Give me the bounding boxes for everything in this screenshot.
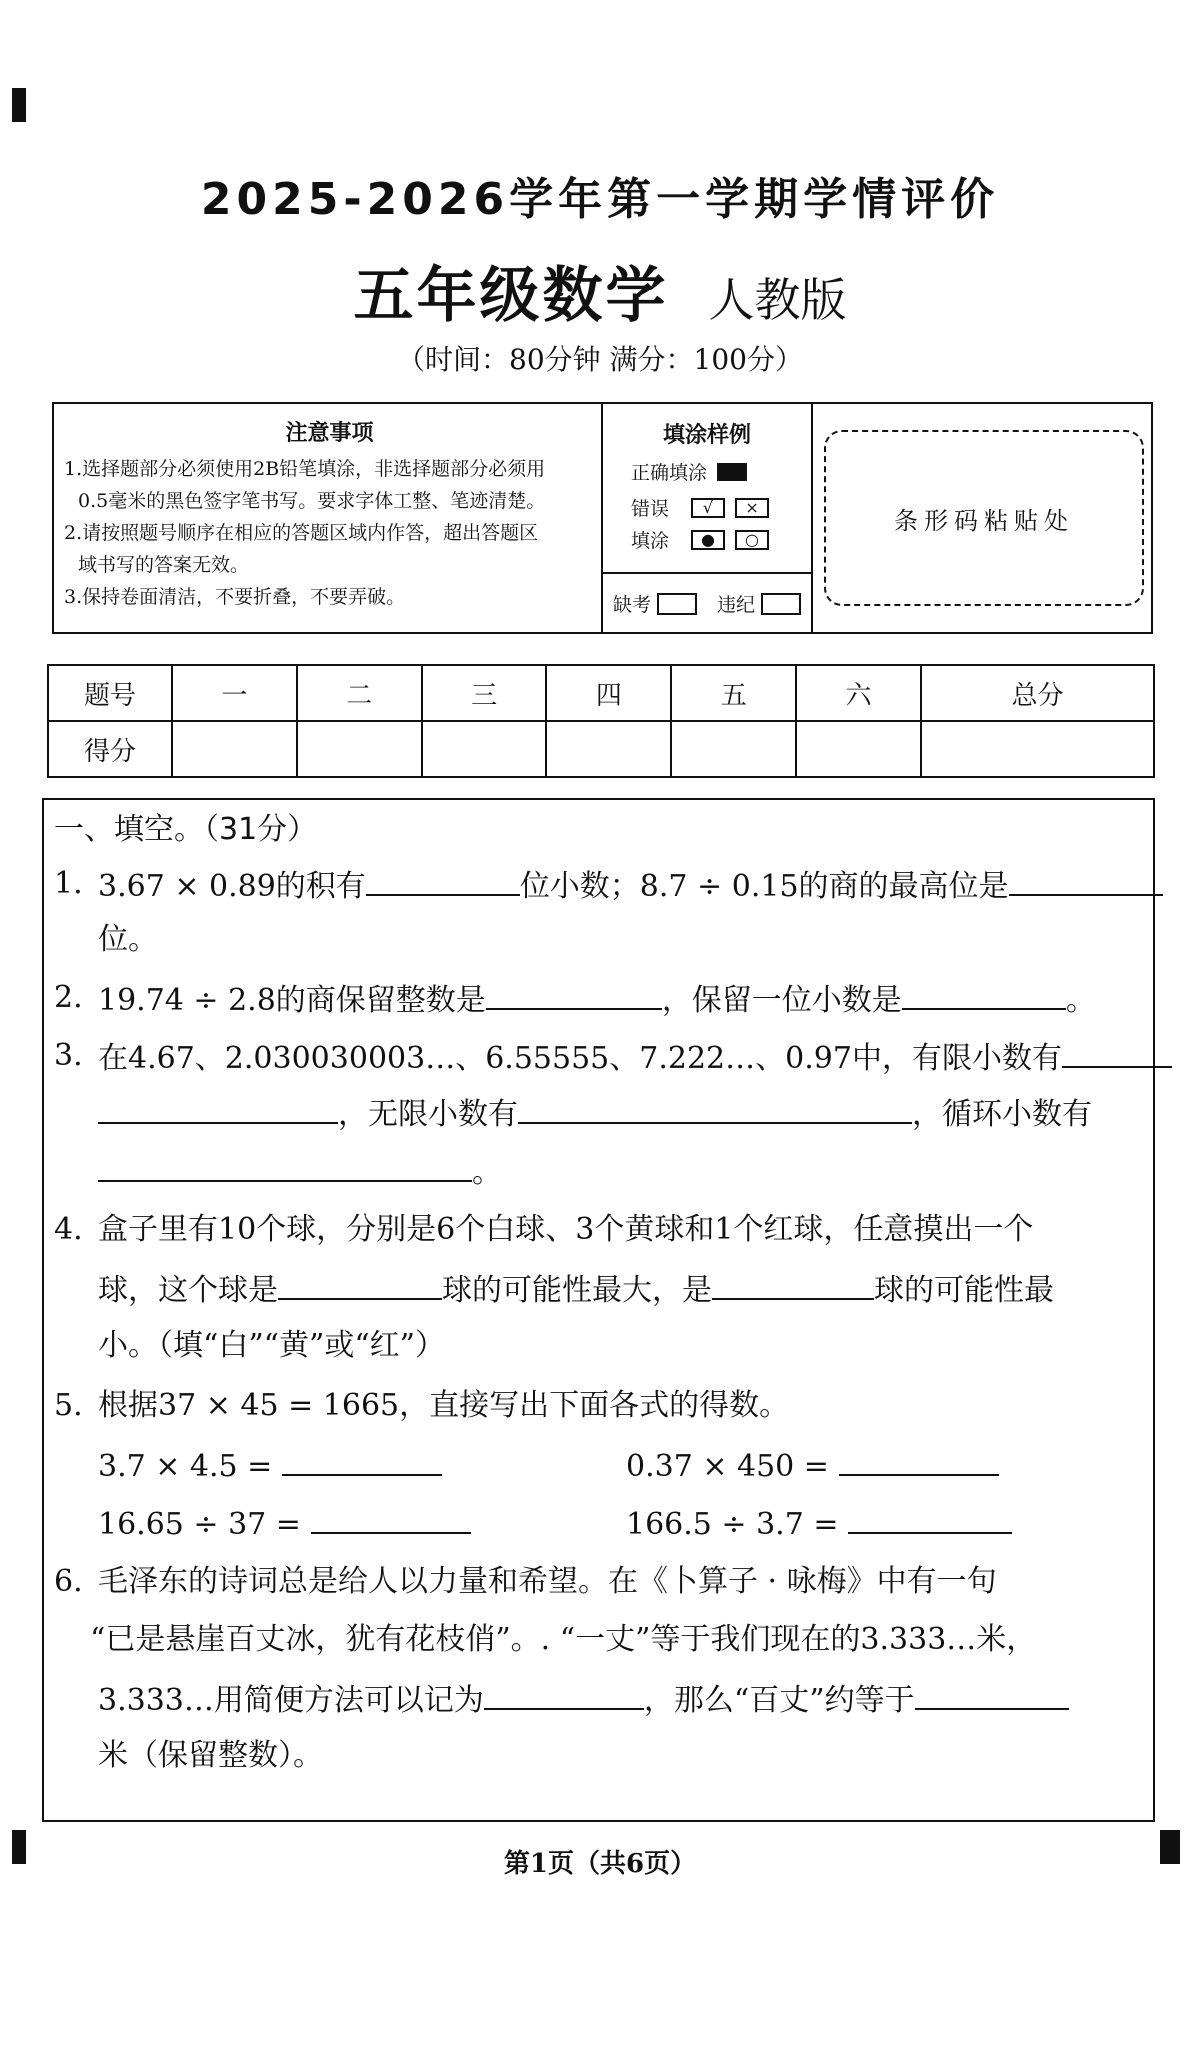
expression-text: 3.7 × 4.5 = bbox=[98, 1449, 273, 1484]
expression-4 bbox=[626, 1502, 1012, 1545]
expression-1 bbox=[98, 1444, 442, 1487]
table-header-cell: 三 bbox=[422, 665, 547, 721]
score-cell[interactable] bbox=[796, 721, 921, 777]
answer-blank[interactable] bbox=[484, 1678, 644, 1710]
score-cell[interactable] bbox=[297, 721, 422, 777]
question-text: 米（保留整数）。 bbox=[98, 1738, 323, 1773]
question-3-line-1 bbox=[98, 1036, 1172, 1079]
violation-label: 违纪 bbox=[717, 594, 756, 616]
question-4-line-2 bbox=[98, 1268, 1054, 1311]
question-text: 位小数；8.7 ÷ 0.15的商的最高位是 bbox=[519, 869, 1009, 904]
absent-checkbox[interactable] bbox=[657, 593, 697, 615]
notice-box bbox=[52, 402, 1153, 634]
table-header-cell: 一 bbox=[172, 665, 297, 721]
notice-item: 0.5毫米的黑色签字笔书写。要求字体工整、笔迹清楚。 bbox=[78, 490, 546, 512]
notice-item: 2.请按照题号顺序在相应的答题区域内作答，超出答题区 bbox=[64, 522, 539, 544]
question-3-line-3 bbox=[98, 1150, 502, 1193]
answer-blank[interactable] bbox=[1062, 1036, 1172, 1068]
cross-box-icon: × bbox=[735, 498, 769, 518]
term-title: 2025-2026学年第一学期学情评价 bbox=[200, 174, 1000, 225]
expression-text: 0.37 × 450 = bbox=[626, 1449, 829, 1484]
table-header-cell: 题号 bbox=[48, 665, 172, 721]
filled-box-icon bbox=[717, 463, 747, 481]
table-header-cell: 六 bbox=[796, 665, 921, 721]
notice-panel bbox=[54, 404, 603, 632]
question-text: 。 bbox=[1065, 983, 1096, 1018]
question-number: 2. bbox=[54, 980, 83, 1015]
exam-info: （时间：80分钟 满分：100分） bbox=[397, 343, 803, 376]
answer-blank[interactable] bbox=[518, 1092, 912, 1124]
question-text: 。 bbox=[472, 1155, 502, 1190]
score-cell[interactable] bbox=[422, 721, 547, 777]
table-header-cell: 四 bbox=[546, 665, 671, 721]
table-row bbox=[48, 721, 1154, 777]
question-text: 位。 bbox=[98, 922, 158, 957]
table-header-cell: 五 bbox=[671, 665, 796, 721]
section-fill-blanks bbox=[42, 798, 1155, 1822]
question-text: ，循环小数有 bbox=[912, 1097, 1092, 1132]
answer-blank[interactable] bbox=[848, 1502, 1012, 1534]
table-header-cell: 二 bbox=[297, 665, 422, 721]
question-number: 1. bbox=[54, 866, 83, 901]
fill-correct-label: 正确填涂 bbox=[631, 462, 708, 484]
answer-blank[interactable] bbox=[98, 1092, 338, 1124]
question-text: 球的可能性最大，是 bbox=[442, 1273, 712, 1308]
fill-sample-title: 填涂样例 bbox=[662, 423, 751, 448]
question-3-line-2 bbox=[98, 1092, 1092, 1135]
fill-wrong-row-2 bbox=[631, 526, 769, 553]
fill-wrong-label: 错误 bbox=[631, 498, 670, 520]
score-table bbox=[47, 664, 1155, 778]
question-text: 3.333…用简便方法可以记为 bbox=[98, 1683, 484, 1718]
question-text: 球的可能性最 bbox=[874, 1273, 1054, 1308]
question-6-line-3 bbox=[98, 1678, 1069, 1721]
answer-blank[interactable] bbox=[902, 978, 1066, 1010]
score-cell[interactable] bbox=[921, 721, 1154, 777]
question-text: ，那么“百丈”约等于 bbox=[643, 1683, 915, 1718]
score-cell[interactable] bbox=[671, 721, 796, 777]
fill-sample-panel bbox=[603, 404, 813, 632]
notice-title: 注意事项 bbox=[285, 421, 374, 446]
answer-blank[interactable] bbox=[282, 1444, 442, 1476]
fill-correct-row bbox=[631, 458, 747, 485]
score-row-label: 得分 bbox=[48, 721, 172, 777]
question-text: 3.67 × 0.89的积有 bbox=[98, 869, 366, 904]
question-text: ，保留一位小数是 bbox=[661, 983, 902, 1018]
absent-label: 缺考 bbox=[613, 594, 652, 616]
notice-item: 域书写的答案无效。 bbox=[78, 554, 250, 576]
score-cell[interactable] bbox=[546, 721, 671, 777]
circle-box-icon: ○ bbox=[735, 530, 769, 550]
answer-blank[interactable] bbox=[486, 978, 662, 1010]
fill-wrong-row bbox=[631, 494, 769, 521]
violation-checkbox[interactable] bbox=[761, 593, 801, 615]
question-text: 小。（填“白”“黄”或“红”） bbox=[98, 1328, 446, 1363]
subject-name: 五年级数学 bbox=[353, 261, 669, 331]
dot-box-icon: ● bbox=[691, 530, 725, 550]
absence-row bbox=[613, 590, 801, 617]
question-text: 盒子里有10个球，分别是6个白球、3个黄球和1个红球，任意摸出一个 bbox=[98, 1212, 1034, 1247]
notice-item: 1.选择题部分必须使用2B铅笔填涂，非选择题部分必须用 bbox=[64, 458, 546, 480]
answer-blank[interactable] bbox=[839, 1444, 999, 1476]
question-2-line bbox=[98, 978, 1096, 1021]
question-text: 毛泽东的诗词总是给人以力量和希望。在《卜算子 · 咏梅》中有一句 bbox=[98, 1564, 997, 1599]
expression-text: 16.65 ÷ 37 = bbox=[98, 1507, 301, 1542]
edition-name: 人教版 bbox=[708, 273, 847, 327]
section-title: 一、填空。（31分） bbox=[54, 812, 318, 847]
fill-sample-divider bbox=[603, 572, 811, 574]
question-text: 根据37 × 45 = 1665，直接写出下面各式的得数。 bbox=[98, 1388, 790, 1423]
question-1-line-1 bbox=[98, 864, 1163, 907]
expression-text: 166.5 ÷ 3.7 = bbox=[626, 1507, 839, 1542]
page-footer: 第1页（共6页） bbox=[503, 1849, 697, 1879]
fill-wrong-label-2: 填涂 bbox=[631, 530, 670, 552]
expression-3 bbox=[98, 1502, 471, 1545]
answer-blank[interactable] bbox=[712, 1268, 874, 1300]
question-number: 6. bbox=[54, 1564, 83, 1599]
question-text: 19.74 ÷ 2.8的商保留整数是 bbox=[98, 983, 486, 1018]
question-number: 5. bbox=[54, 1388, 83, 1423]
question-text: ，无限小数有 bbox=[338, 1097, 518, 1132]
answer-blank[interactable] bbox=[366, 864, 520, 896]
score-cell[interactable] bbox=[172, 721, 297, 777]
table-row bbox=[48, 665, 1154, 721]
question-text: “已是悬崖百丈冰，犹有花枝俏”。. “一丈”等于我们现在的3.333…米， bbox=[90, 1622, 1037, 1657]
tick-box-icon: √ bbox=[691, 498, 725, 518]
question-number: 3. bbox=[54, 1038, 83, 1073]
subject-title bbox=[0, 248, 1200, 334]
question-number: 4. bbox=[54, 1212, 83, 1247]
barcode-area: 条形码粘贴处 bbox=[824, 430, 1144, 606]
question-text: 在4.67、2.030030003…、6.55555、7.222…、0.97中，有限小数有 bbox=[98, 1041, 1062, 1076]
expression-2 bbox=[626, 1444, 999, 1487]
answer-blank[interactable] bbox=[278, 1268, 442, 1300]
answer-blank[interactable] bbox=[1009, 864, 1163, 896]
question-text: 球，这个球是 bbox=[98, 1273, 278, 1308]
registration-mark-top-left bbox=[12, 88, 26, 122]
notice-item: 3.保持卷面清洁，不要折叠，不要弄破。 bbox=[64, 586, 406, 608]
answer-blank[interactable] bbox=[98, 1150, 472, 1182]
answer-blank[interactable] bbox=[311, 1502, 471, 1534]
table-header-cell: 总分 bbox=[921, 665, 1154, 721]
answer-blank[interactable] bbox=[915, 1678, 1069, 1710]
